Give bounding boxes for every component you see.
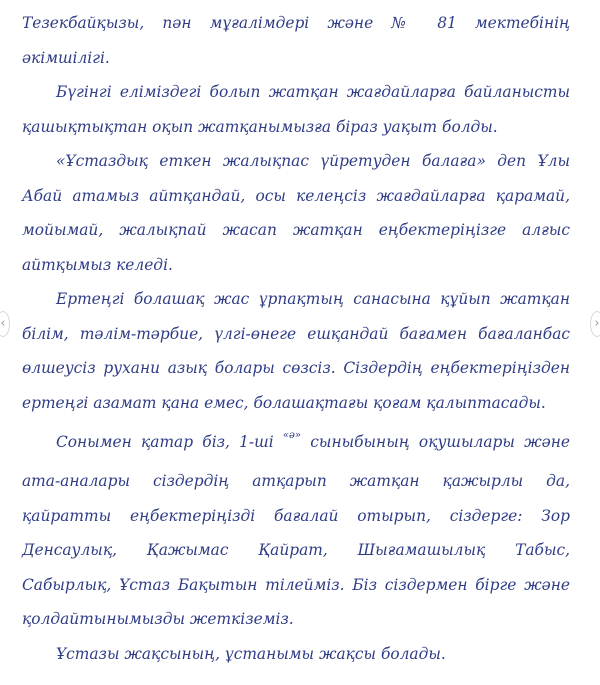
text-line: Бүгінгі еліміздегі болып жатқан жағдайларға байланысты: [56, 83, 570, 101]
text-line: Ұстазы жақсының, ұстанымы жақсы болады.: [56, 644, 446, 663]
text-line: [22, 420, 570, 464]
paragraph-4: [22, 282, 570, 420]
text-segment: сыныбының оқушылары және: [310, 433, 570, 451]
text-line: білім, тәлім-тәрбие, үлгі-өнеге ешқандай бағамен бағаланбас: [22, 324, 570, 343]
text-line: айтқымыз келеді.: [22, 255, 173, 274]
text-line: ата-аналары сіздердің атқарып жатқан қажырлы да,: [22, 472, 570, 490]
carousel-next-button[interactable]: [590, 311, 600, 337]
chevron-right-icon: ›: [594, 316, 600, 331]
paragraph-3: [22, 144, 570, 282]
text-segment: Сонымен қатар біз, 1-ші: [56, 433, 274, 451]
text-line: қолдайтынымызды жеткіземіз.: [22, 610, 294, 628]
class-letter-superscript: «ә»: [282, 430, 302, 441]
text-line: өлшеусіз рухани азық болары сөзсіз. Сіздердің еңбектеріңізден: [22, 359, 570, 377]
paragraph-1: [22, 6, 570, 75]
text-line: «Ұстаздық еткен жалықпас үйретуден балаға» деп Ұлы: [56, 152, 570, 170]
paragraph-6: [22, 637, 570, 672]
text-line: Ертеңгі болашақ жас ұрпақтың санасына құйып жатқан: [56, 290, 570, 308]
text-line: ертеңгі азамат қана емес, болашақтағы қоғам қалыптасады.: [22, 393, 546, 412]
text-line: қашықтықтан оқып жатқанымызға біраз уақыт болды.: [22, 117, 498, 136]
chevron-left-icon: ‹: [0, 316, 6, 331]
text-line: қайратты еңбектеріңізді бағалай отырып, сіздерге: Зор: [22, 506, 570, 525]
text-line: мойымай, жалықпай жасап жатқан еңбектеріңізге алғыс: [22, 221, 570, 239]
paragraph-2: [22, 75, 570, 144]
text-line: Сабырлық, Ұстаз Бақытын тілейміз. Біз сіздермен бірге және: [22, 575, 570, 594]
text-line: Абай атамыз айтқандай, осы келеңсіз жағдайларға қарамай,: [22, 186, 570, 205]
text-line: Денсаулық, Қажымас Қайрат, Шығамашылық Табыс,: [22, 541, 570, 559]
text-line: Тезекбайқызы, пән мұғалімдері және № 81 мектебінің: [22, 14, 570, 32]
paragraph-5: [22, 420, 570, 637]
text-line: әкімшілігі.: [22, 48, 110, 67]
